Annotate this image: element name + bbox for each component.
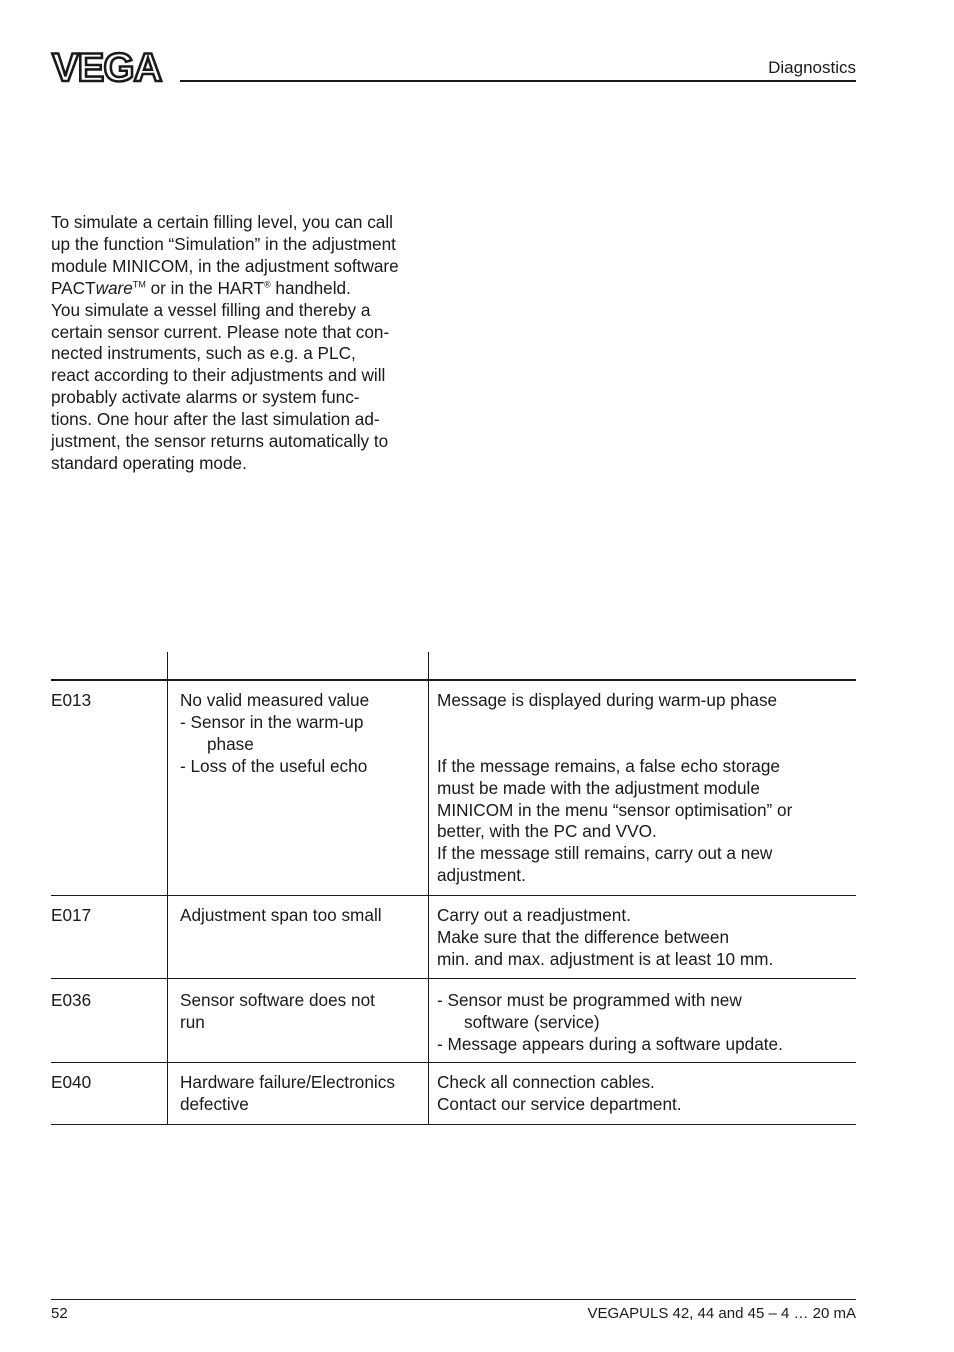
intro-line: tions. One hour after the last simulation ad- bbox=[51, 409, 380, 430]
error-code: E040 bbox=[51, 1072, 92, 1092]
header-rule bbox=[180, 80, 856, 82]
table-bottom-rule bbox=[51, 1124, 856, 1125]
section-title: Diagnostics bbox=[768, 58, 856, 77]
registered-sup: ® bbox=[263, 278, 271, 289]
intro-line-pactware bbox=[51, 278, 443, 300]
remedy-line: Contact our service department. bbox=[437, 1093, 682, 1114]
intro-line: certain sensor current. Please note that con- bbox=[51, 321, 390, 342]
document-title: VEGAPULS 42, 44 and 45 – 4 … 20 mA bbox=[587, 1305, 856, 1322]
table-header-rule bbox=[51, 679, 856, 681]
intro-line: up the function “Simulation” in the adjustment bbox=[51, 233, 396, 254]
pact-prefix: PACT bbox=[51, 277, 96, 298]
intro-line: nected instruments, such as e.g. a PLC, bbox=[51, 343, 356, 364]
cause-line: phase bbox=[207, 733, 254, 754]
remedy-line: min. and max. adjustment is at least 10 mm. bbox=[437, 948, 774, 969]
error-remedy bbox=[437, 990, 852, 1056]
cause-line: - Sensor in the warm-up bbox=[180, 711, 364, 732]
remedy-line: If the message still remains, carry out a new bbox=[437, 843, 773, 864]
remedy-line: If the message remains, a false echo storage bbox=[437, 755, 780, 776]
handheld-text: handheld. bbox=[270, 277, 351, 298]
cause-line: - Loss of the useful echo bbox=[180, 755, 368, 776]
intro-line: probably activate alarms or system func- bbox=[51, 387, 360, 408]
remedy-line: software (service) bbox=[464, 1011, 600, 1032]
column-divider bbox=[167, 652, 168, 1124]
cause-line: Sensor software does not bbox=[180, 990, 375, 1010]
error-cause bbox=[180, 690, 425, 778]
row-rule bbox=[51, 895, 856, 896]
error-remedy bbox=[437, 690, 852, 887]
page-number: 52 bbox=[51, 1305, 68, 1322]
remedy-line: better, with the PC and VVO. bbox=[437, 821, 657, 842]
error-cause bbox=[180, 990, 425, 1034]
remedy-line: Message is displayed during warm-up phase bbox=[437, 690, 778, 710]
intro-line: You simulate a vessel filling and thereby a bbox=[51, 299, 371, 320]
remedy-line: - Message appears during a software update. bbox=[437, 1033, 783, 1054]
footer-rule bbox=[51, 1299, 856, 1300]
row-rule bbox=[51, 1062, 856, 1063]
cause-line: defective bbox=[180, 1093, 249, 1114]
error-cause bbox=[180, 1072, 425, 1116]
intro-line: module MINICOM, in the adjustment software bbox=[51, 255, 399, 276]
remedy-line: Carry out a readjustment. bbox=[437, 905, 631, 925]
remedy-line: must be made with the adjustment module bbox=[437, 777, 760, 798]
error-remedy bbox=[437, 1072, 852, 1116]
intro-line: standard operating mode. bbox=[51, 452, 247, 473]
cause-line: Hardware failure/Electronics bbox=[180, 1072, 395, 1092]
remedy-line: MINICOM in the menu “sensor optimisation” or bbox=[437, 799, 793, 820]
remedy-line: Check all connection cables. bbox=[437, 1072, 655, 1092]
intro-line: react according to their adjustments and will bbox=[51, 365, 386, 386]
pact-italic: ware bbox=[95, 277, 133, 298]
trademark-sup: TM bbox=[132, 278, 146, 289]
error-code: E017 bbox=[51, 905, 92, 925]
column-divider bbox=[428, 652, 429, 1124]
error-remedy bbox=[437, 905, 852, 971]
error-cause bbox=[180, 905, 425, 927]
cause-line: No valid measured value bbox=[180, 690, 370, 710]
error-code: E013 bbox=[51, 690, 92, 710]
remedy-line: Make sure that the difference between bbox=[437, 926, 730, 947]
cause-line: Adjustment span too small bbox=[180, 905, 382, 925]
simulation-paragraph bbox=[51, 212, 443, 475]
logo-text: VEGA bbox=[52, 48, 162, 86]
cause-line: run bbox=[180, 1011, 205, 1032]
error-code: E036 bbox=[51, 990, 92, 1010]
intro-line: To simulate a certain filling level, you can call bbox=[51, 212, 394, 232]
hart-text: or in the HART bbox=[145, 277, 264, 298]
intro-line: justment, the sensor returns automatically to bbox=[51, 431, 389, 452]
row-rule bbox=[51, 978, 856, 979]
remedy-line: adjustment. bbox=[437, 865, 526, 886]
vega-logo bbox=[50, 48, 178, 86]
remedy-line: - Sensor must be programmed with new bbox=[437, 990, 742, 1010]
